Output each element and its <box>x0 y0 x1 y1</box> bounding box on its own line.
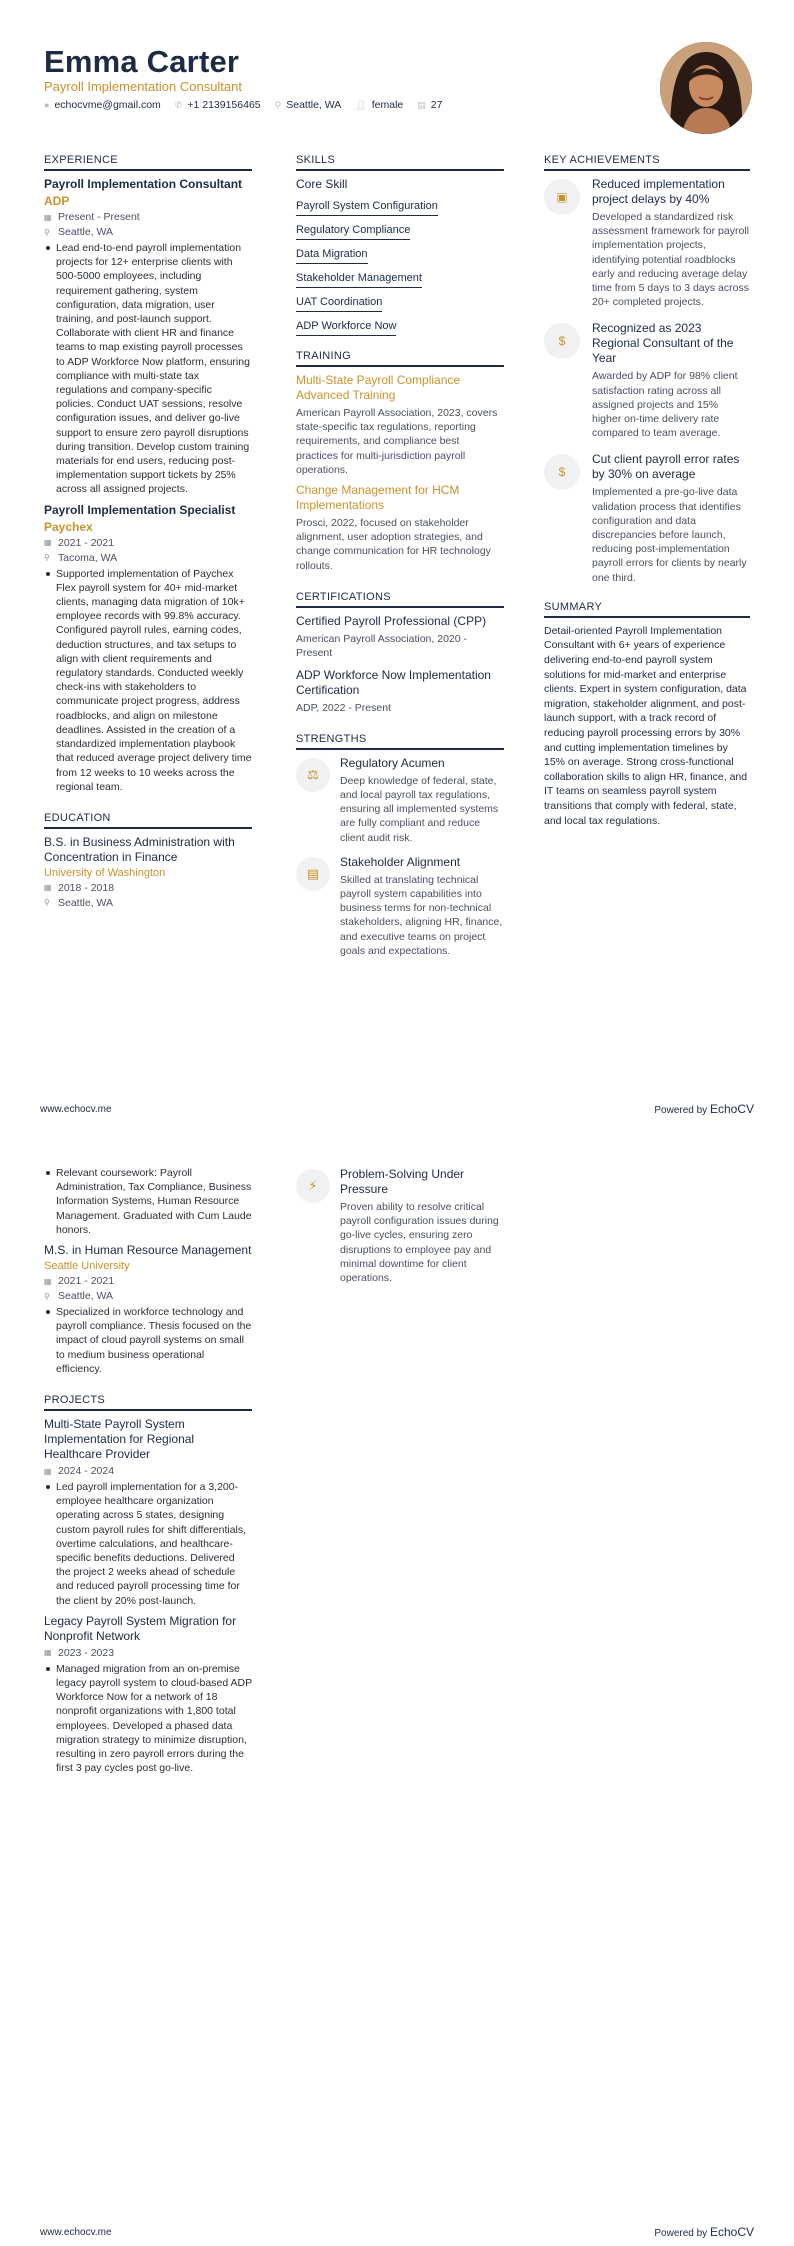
strength-description: Deep knowledge of federal, state, and local payroll tax regulations, ensuring all implemented systems are fully compliant and reduce client audit risk. <box>340 774 499 844</box>
certification-title: Certified Payroll Professional (CPP) <box>296 613 487 628</box>
skills-heading: SKILLS <box>296 154 504 171</box>
education-heading: EDUCATION <box>44 812 252 829</box>
project-description: Managed migration from an on-premise legacy payroll system to cloud-based ADP Workforce Now for a network of 18 nonprofit organizations with 1,800 total employees. Developed a phased data migration strategy to minimize disruption, resulting in zero payroll errors during the first 3 pay cycles post go-live. <box>44 1662 252 1776</box>
footer-url[interactable]: www.echocv.me <box>40 2227 112 2238</box>
avatar <box>660 42 752 134</box>
education-entry <box>44 835 252 909</box>
achievement-description: Developed a standardized risk assessment framework for payroll implementation projects, identifying potential roadblocks early and reducing average delay time from 5 days to 3 days across 20+ completed projects. <box>592 211 749 309</box>
degree: M.S. in Human Resource Management <box>44 1243 252 1258</box>
training-title: Multi-State Payroll Compliance Advanced Training <box>296 373 461 402</box>
strength-entry <box>296 756 504 845</box>
achievement-description: Implemented a pre-go-live data validation process that identifies configuration and data discrepancies before launch, reducing post-implementation payroll errors for clients by nearly one third. <box>592 486 747 584</box>
training-heading: TRAINING <box>296 350 504 367</box>
strength-entry <box>296 1167 504 1285</box>
job-dates: ▦ 2021 - 2021 <box>44 536 115 549</box>
echocv-logo[interactable]: EchoCV <box>709 1102 754 1116</box>
education-entry <box>44 1243 252 1376</box>
achievements-heading: KEY ACHIEVEMENTS <box>544 154 750 171</box>
certification-entry <box>296 614 504 660</box>
school-name: University of Washington <box>44 866 166 879</box>
certification-meta: ADP, 2022 - Present <box>296 701 391 714</box>
certification-title: ADP Workforce Now Implementation Certification <box>296 667 491 697</box>
project-dates: ▦ 2024 - 2024 <box>44 1465 115 1478</box>
experience-heading: EXPERIENCE <box>44 154 252 171</box>
skill-item: Data Migration <box>296 243 368 264</box>
achievement-entry <box>544 321 750 440</box>
skill-group-heading: Core Skill <box>296 177 348 191</box>
experience-entry <box>44 177 252 497</box>
location-pin-icon: ⚲ <box>274 99 282 110</box>
contact-gender: 👤︎ female <box>355 99 404 111</box>
job-location: ⚲ Tacoma, WA <box>44 551 118 564</box>
calendar-icon: ▦ <box>44 883 52 893</box>
left-column <box>44 154 252 909</box>
middle-column-continued <box>296 1167 504 1295</box>
strength-title: Stakeholder Alignment <box>340 854 461 869</box>
certification-meta: American Payroll Association, 2020 - Present <box>296 632 467 659</box>
email-icon: ● <box>44 100 50 110</box>
document-icon: ▤ <box>296 857 330 891</box>
dollar-icon: $ <box>544 454 580 490</box>
left-column-continued <box>44 1163 252 1775</box>
middle-column <box>296 154 504 968</box>
skill-item: Regulatory Compliance <box>296 219 410 240</box>
training-entry <box>296 483 504 573</box>
edu-location: ⚲ Seattle, WA <box>44 896 114 909</box>
achievement-entry <box>544 177 750 309</box>
education-description: Specialized in workforce technology and payroll compliance. Thesis focused on the impact of cloud payroll systems on small to medium business operational efficiency. <box>44 1305 252 1376</box>
contact-age: ▤ 27 <box>417 99 443 111</box>
echocv-logo[interactable]: EchoCV <box>709 2225 754 2239</box>
calendar-icon: ▦ <box>44 1276 52 1286</box>
location-pin-icon: ⚲ <box>44 553 50 563</box>
edu-dates: ▦ 2018 - 2018 <box>44 881 115 894</box>
location-pin-icon: ⚲ <box>44 227 50 237</box>
job-title: Payroll Implementation Consultant <box>44 177 243 191</box>
calendar-icon: ▦ <box>44 212 52 222</box>
strength-title: Regulatory Acumen <box>340 755 445 770</box>
summary-text: Detail-oriented Payroll Implementation Consultant with 6+ years of experience delivering end-to-end payroll system solutions for mid-market and enterprise clients. Expert in system configuration, data migration, stakeholder alignment, and post-launch support, with a track record of reducing payroll processing errors by 30% and cutting implementation timelines by 15% on average. Strong cross-functional collaboration skills to align HR, finance, and IT teams on seamless payroll system transitions that comply with federal, state, and local tax regulations. <box>544 624 748 827</box>
project-dates: ▦ 2023 - 2023 <box>44 1646 115 1659</box>
company-name: ADP <box>44 194 70 208</box>
company-name: Paychex <box>44 519 93 534</box>
job-dates: ▦ Present - Present <box>44 211 140 223</box>
skill-item: Stakeholder Management <box>296 267 422 288</box>
training-entry <box>296 373 504 477</box>
achievement-title: Cut client payroll error rates by 30% on average <box>592 452 740 482</box>
certification-entry <box>296 668 504 715</box>
footer-powered: Powered by EchoCV <box>654 1102 754 1116</box>
candidate-name: Emma Carter <box>44 44 240 79</box>
job-title: Payroll Implementation Specialist <box>44 502 236 517</box>
training-title: Change Management for HCM Implementations <box>296 483 460 513</box>
dollar-icon: $ <box>544 323 580 359</box>
edu-dates: ▦ 2021 - 2021 <box>44 1275 115 1288</box>
skill-item: UAT Coordination <box>296 291 382 312</box>
projects-heading: PROJECTS <box>44 1394 252 1411</box>
achievement-title: Reduced implementation project delays by 40% <box>592 177 725 206</box>
summary-heading: SUMMARY <box>544 601 750 618</box>
footer-powered: Powered by EchoCV <box>654 2225 754 2239</box>
project-title: Multi-State Payroll System Implementation for Regional Healthcare Provider <box>44 1417 195 1462</box>
calendar-icon: ▦ <box>44 1466 52 1476</box>
strength-title: Problem-Solving Under Pressure <box>340 1167 465 1196</box>
project-entry <box>44 1614 252 1776</box>
project-entry <box>44 1417 252 1608</box>
certifications-heading: CERTIFICATIONS <box>296 591 504 608</box>
clipboard-icon: ▣ <box>544 179 580 215</box>
edu-location: ⚲ Seattle, WA <box>44 1290 114 1303</box>
right-column <box>544 154 750 828</box>
contact-email[interactable]: ● echocvme@gmail.com <box>44 99 161 111</box>
skill-item: ADP Workforce Now <box>296 315 396 336</box>
candidate-role: Payroll Implementation Consultant <box>44 79 242 94</box>
balance-icon: ⚖ <box>296 758 330 792</box>
degree: B.S. in Business Administration with Concentration in Finance <box>44 834 235 864</box>
job-description: Supported implementation of Paychex Flex payroll system for 40+ mid-market clients, managing data migration of 10k+ employee records with 99.8% accuracy. Configured payroll rules, earning codes, deduction structures, and tax setups to align with client requirements and regulatory standards. Conducted weekly check-ins with stakeholders to communicate project progress, address roadblocks, and align on milestone deadlines. Assisted in the creation of a standardized implementation playbook that reduced average project delivery time from 12 weeks to 10 weeks across the regional team. <box>44 567 252 794</box>
strength-description: Skilled at translating technical payroll system capabilities into business terms for non-technical stakeholders, aligning HR, finance, and executive teams on project goals and expectations. <box>340 873 503 957</box>
contact-row <box>44 99 442 111</box>
strengths-heading: STRENGTHS <box>296 733 504 750</box>
location-pin-icon: ⚲ <box>44 898 50 908</box>
skill-item: Payroll System Configuration <box>296 195 438 216</box>
training-description: American Payroll Association, 2023, covers state-specific tax regulations, reporting requirements, and compliance best practices for multi-jurisdiction payroll operations. <box>296 407 498 476</box>
bolt-icon: ⚡︎ <box>296 1169 330 1203</box>
school-name: Seattle University <box>44 1260 130 1273</box>
phone-icon: ✆ <box>174 99 183 110</box>
footer-url[interactable]: www.echocv.me <box>40 1104 112 1115</box>
experience-entry <box>44 503 252 794</box>
resume-page-2 <box>0 1123 794 2246</box>
achievement-title: Recognized as 2023 Regional Consultant of the Year <box>592 321 734 366</box>
strength-description: Proven ability to resolve critical payroll configuration issues during go-live cycles, ensuring zero disruptions to employee pay and minimal downtime for client operations. <box>340 1201 499 1285</box>
job-description: Lead end-to-end payroll implementation projects for 12+ enterprise clients with 500-5000 employees, including requirement gathering, system configuration, data migration, user training, and post-launch support. Collaborate with client HR and finance teams to map existing payroll processes to ADP Workforce Now platform, ensuring compliance with multi-state tax regulations and company-specific policies. Conduct UAT sessions, resolve configuration issues, and deliver go-live support to ensure zero payroll disruptions during transition. Develop custom training materials for end users, reducing post-implementation support tickets by 25% across all assigned projects. <box>44 241 252 497</box>
education-description: Relevant coursework: Payroll Administration, Tax Compliance, Business Information Systems, Human Resource Management. Graduated with Cum Laude honors. <box>44 1166 252 1237</box>
training-description: Prosci, 2022, focused on stakeholder alignment, user adoption strategies, and change communication for HR technology rollouts. <box>296 517 491 572</box>
location-pin-icon: ⚲ <box>44 1291 50 1301</box>
job-location: ⚲ Seattle, WA <box>44 226 114 238</box>
achievement-entry <box>544 452 750 584</box>
contact-phone[interactable]: ✆ +1 2139156465 <box>174 99 261 111</box>
calendar-icon: ▤ <box>417 99 426 110</box>
achievement-description: Awarded by ADP for 98% client satisfaction rating across all assigned projects and 15% higher on-time delivery rate compared to team average. <box>592 370 738 440</box>
project-description: Led payroll implementation for a 3,200-employee healthcare organization operating across 5 states, designing custom payroll rules for shift differentials, overtime calculations, and healthcare-specific benefits deductions. Delivered the project 2 weeks ahead of schedule and reduced payroll processing time for the client by 20% post-launch. <box>44 1480 252 1608</box>
calendar-icon: ▦ <box>44 1648 52 1658</box>
strength-entry <box>296 855 504 958</box>
contact-location: ⚲ Seattle, WA <box>274 99 342 111</box>
person-icon: 👤︎ <box>355 99 367 110</box>
calendar-icon: ▦ <box>44 538 52 548</box>
project-title: Legacy Payroll System Migration for Nonprofit Network <box>44 1613 237 1643</box>
